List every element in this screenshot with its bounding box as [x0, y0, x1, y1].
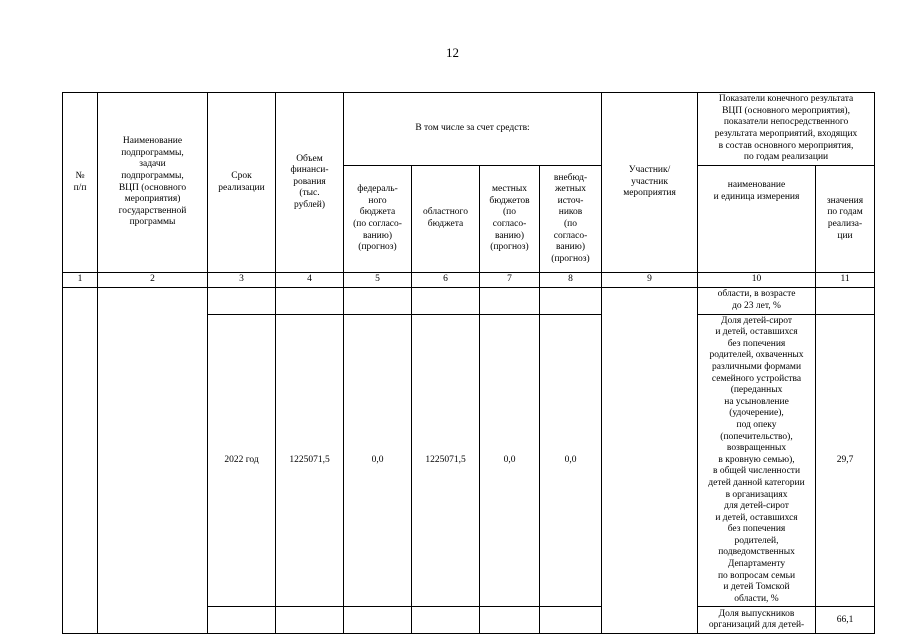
column-number: 11: [816, 273, 875, 288]
text-line: без попечения: [727, 338, 786, 349]
text-line: мероприятия: [623, 188, 676, 199]
program-table: [62, 92, 875, 634]
text-line: (прогноз): [490, 242, 529, 253]
text-line: в общей численности: [712, 466, 801, 477]
text-line: внебюд-: [553, 172, 588, 183]
text-line: ванию): [362, 230, 392, 241]
header-indicator-name: [698, 166, 816, 273]
text-line: (по: [564, 219, 577, 229]
text-line: подпрограммы,: [121, 170, 184, 181]
header-federal: [344, 166, 412, 273]
text-line: (по согласо-: [353, 219, 402, 229]
row-value: 29,7: [816, 314, 875, 607]
text-line: ников: [558, 207, 583, 218]
text-line: финанси-: [290, 165, 329, 176]
text-line: федераль-: [357, 184, 398, 195]
row-extra: [540, 287, 602, 314]
text-line: областного: [423, 207, 468, 218]
text-line: семейного устройства: [711, 373, 802, 384]
text-line: (попечительство),: [720, 431, 793, 442]
text-line: реализа-: [827, 219, 863, 229]
text-line: (по: [503, 207, 516, 218]
column-number: 2: [98, 273, 208, 288]
row-local: [480, 287, 540, 314]
text-line: ВЦП (основного: [118, 182, 187, 193]
text-line: подпрограммы,: [121, 147, 184, 158]
text-line: и детей Томской: [723, 582, 790, 593]
header-row-1: [63, 93, 875, 166]
row-value: [816, 287, 875, 314]
text-line: №: [75, 170, 85, 181]
table-row: [63, 287, 875, 314]
text-line: Участник/: [628, 165, 671, 176]
column-number: 8: [540, 273, 602, 288]
page-number: 12: [446, 45, 459, 60]
header-name: [98, 93, 208, 273]
text-line: под опеку: [736, 419, 777, 430]
text-line: для детей-сирот: [724, 501, 789, 512]
column-number: 7: [480, 273, 540, 288]
text-line: организаций для детей-: [708, 620, 805, 631]
header-local: [480, 166, 540, 273]
text-line: бюджета: [427, 219, 464, 229]
header-indicators: [698, 93, 875, 166]
column-number: 1: [63, 273, 98, 288]
text-line: по вопросам семьи: [717, 570, 796, 581]
row-local: 0,0: [480, 314, 540, 607]
text-line: ного: [368, 195, 387, 206]
text-line: программы: [129, 217, 176, 228]
column-number: 4: [276, 273, 344, 288]
text-line: Объем: [296, 153, 323, 164]
text-line: на усыновление: [724, 396, 789, 407]
header-term: [208, 93, 276, 273]
row-extra: [540, 607, 602, 634]
header-funding-sources: В том числе за счет средств:: [344, 93, 602, 166]
row-indicator: [698, 287, 816, 314]
text-line: родителей,: [734, 535, 779, 546]
text-line: по годам: [827, 207, 863, 218]
text-line: Наименование: [122, 136, 183, 147]
text-line: показатели непосредственного: [723, 117, 849, 128]
text-line: ВЦП (основного мероприятия),: [722, 105, 850, 116]
header-indicator-value: [816, 166, 875, 273]
row-federal: [344, 607, 412, 634]
text-line: родителей, охваченных: [709, 350, 804, 361]
row-indicator: [698, 314, 816, 607]
text-line: согласо-: [553, 230, 588, 241]
text-line: подведомственных: [718, 547, 795, 558]
text-line: (прогноз): [551, 253, 590, 264]
header-regional: [412, 166, 480, 273]
text-line: в состав основного мероприятия,: [718, 140, 854, 151]
text-line: Департаменту: [727, 559, 786, 570]
header-financing: [276, 93, 344, 273]
text-line: ции: [837, 230, 853, 241]
column-number: 10: [698, 273, 816, 288]
column-number: 6: [412, 273, 480, 288]
text-line: бюджетов: [489, 195, 530, 206]
row-name-cell: [98, 287, 208, 634]
text-line: мероприятия): [124, 194, 181, 205]
text-line: реализации: [218, 182, 265, 193]
text-line: области, %: [734, 593, 779, 604]
text-line: возвращенных: [726, 443, 787, 454]
column-numbers-row: [63, 273, 875, 288]
text-line: (удочерение),: [729, 408, 784, 419]
text-line: участник: [631, 176, 668, 187]
text-line: детей данной категории: [708, 477, 805, 488]
text-line: по годам реализации: [743, 152, 829, 163]
row-indicator: [698, 607, 816, 634]
row-regional: [412, 287, 480, 314]
text-line: результата мероприятий, входящих: [714, 129, 858, 139]
header-number: [63, 93, 98, 273]
text-line: без попечения: [727, 524, 786, 535]
text-line: наименование: [727, 180, 786, 190]
text-line: в кровную семью),: [718, 454, 795, 465]
text-line: источ-: [557, 195, 584, 206]
text-line: Показатели конечного результата: [718, 94, 854, 105]
text-line: (переданных: [730, 385, 783, 396]
row-year: [208, 287, 276, 314]
row-extra: 0,0: [540, 314, 602, 607]
text-line: и детей, оставшихся: [715, 512, 798, 523]
row-total: 1225071,5: [276, 314, 344, 607]
column-number: 3: [208, 273, 276, 288]
row-federal: 0,0: [344, 314, 412, 607]
row-total: [276, 287, 344, 314]
text-line: ванию): [556, 242, 586, 253]
text-line: и детей, оставшихся: [715, 327, 798, 338]
row-year: [208, 607, 276, 634]
text-line: (тыс.: [299, 188, 320, 199]
column-number: 9: [602, 273, 698, 288]
text-line: (прогноз): [358, 242, 397, 253]
text-line: и единица измерения: [713, 191, 800, 202]
text-line: рования: [293, 176, 326, 187]
row-federal: [344, 287, 412, 314]
text-line: местных: [491, 184, 528, 195]
row-local: [480, 607, 540, 634]
row-participant-cell: [602, 287, 698, 634]
text-line: государственной: [118, 205, 187, 216]
text-line: Доля детей-сирот: [720, 315, 793, 326]
text-line: ванию): [494, 230, 524, 241]
text-line: бюджета: [359, 207, 396, 218]
text-line: в организациях: [725, 489, 788, 500]
text-line: жетных: [554, 184, 587, 195]
text-line: Срок: [231, 170, 252, 181]
row-regional: 1225071,5: [412, 314, 480, 607]
header-participant: [602, 93, 698, 273]
row-total: [276, 607, 344, 634]
text-line: рублей): [293, 199, 326, 210]
text-line: Доля выпускников: [718, 608, 795, 619]
text-line: значения: [826, 195, 864, 206]
header-extra: [540, 166, 602, 273]
text-line: до 23 лет, %: [732, 300, 781, 311]
text-line: п/п: [73, 182, 87, 193]
text-line: задачи: [139, 159, 166, 170]
text-line: различными формами: [712, 361, 802, 372]
row-year: 2022 год: [208, 314, 276, 607]
text-line: согласо-: [492, 219, 527, 229]
column-number: 5: [344, 273, 412, 288]
row-regional: [412, 607, 480, 634]
text-line: области, в возрасте: [717, 289, 796, 299]
row-value: 66,1: [816, 607, 875, 634]
row-number-cell: [63, 287, 98, 634]
